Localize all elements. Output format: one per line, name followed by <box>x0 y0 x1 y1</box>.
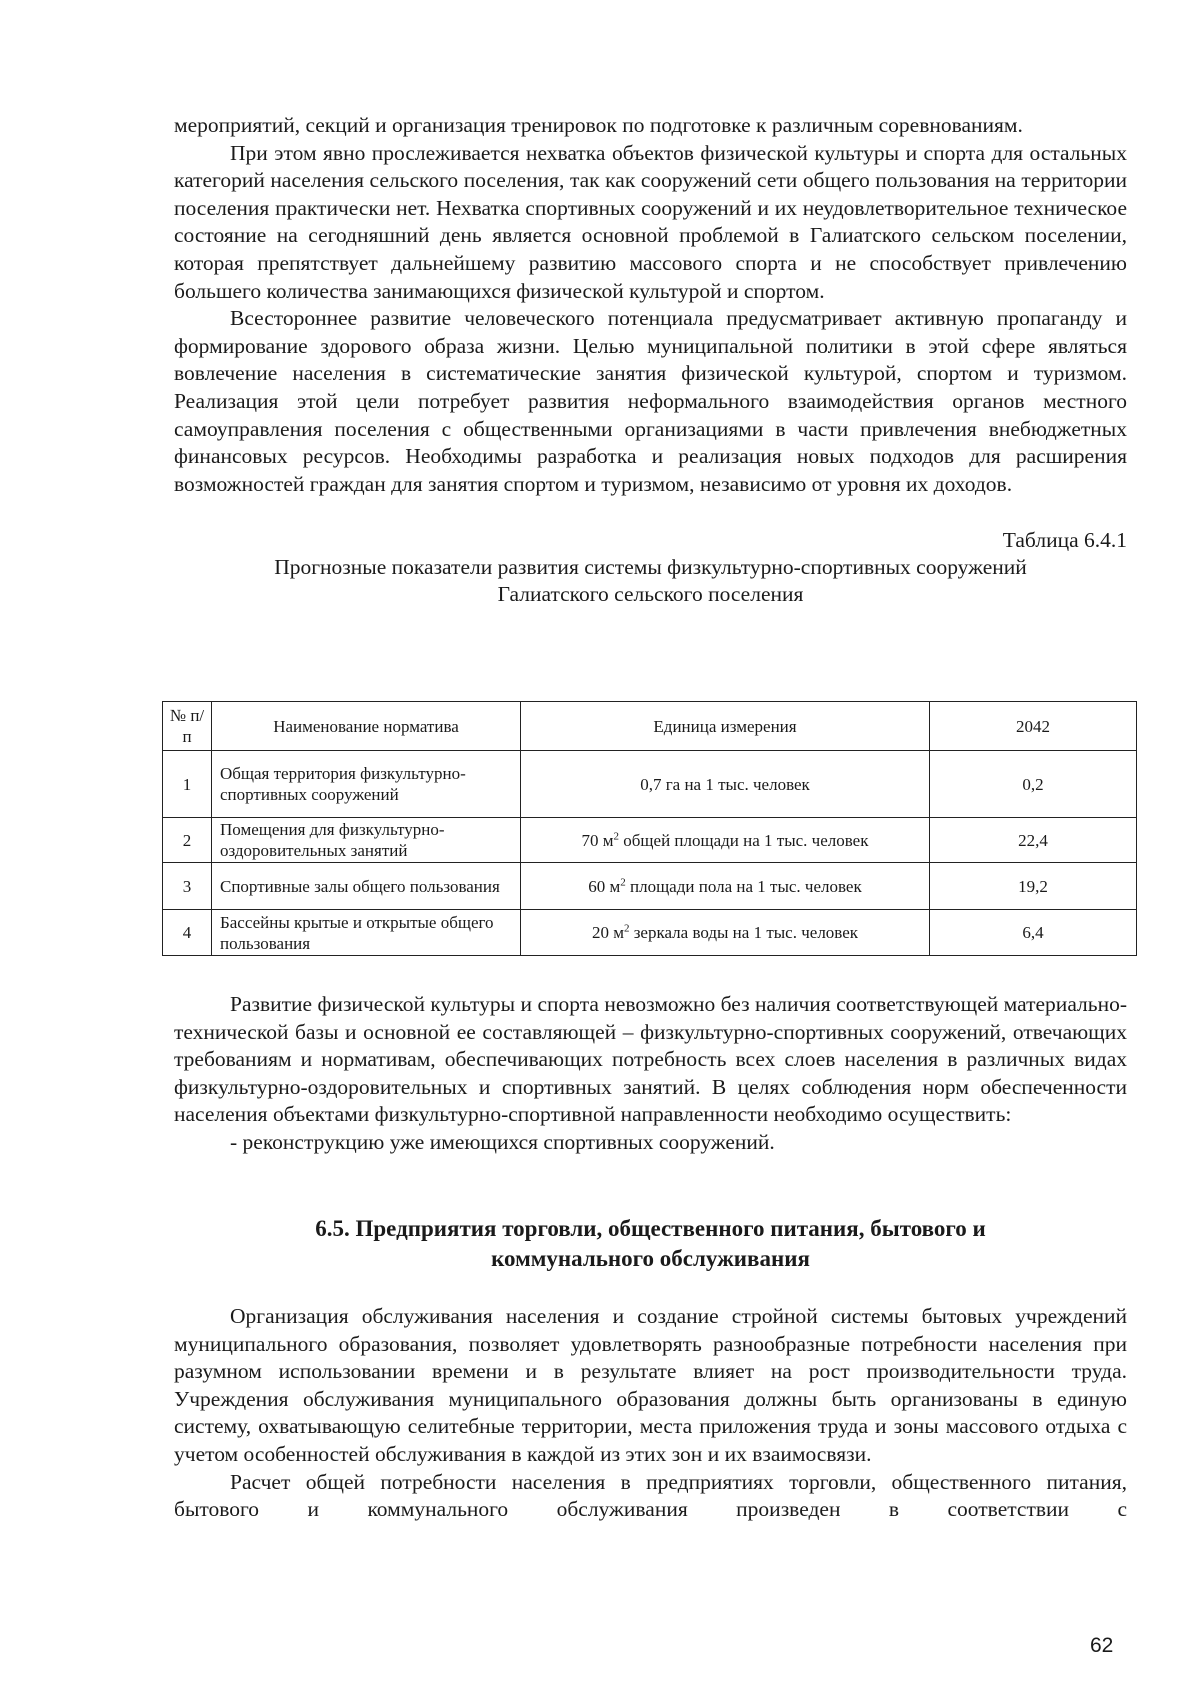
section-heading <box>174 1214 1127 1274</box>
paragraph-reconstruction: - реконструкцию уже имеющихся спортивных сооружений. <box>230 1129 775 1154</box>
table-header-row <box>163 702 1137 751</box>
section-body <box>174 1303 1127 1524</box>
paragraph-needs-calculation: Расчет общей потребности населения в предприятиях торговли, общественного питания, бытового и коммунального обслуживания произведен в соответствии с <box>174 1469 1127 1522</box>
row-name: Бассейны крытые и открытые общего пользования <box>212 910 521 956</box>
after-table-text <box>174 991 1127 1157</box>
row-num: 2 <box>163 818 212 863</box>
row-unit <box>521 818 930 863</box>
paragraph-human-potential: Всестороннее развитие человеческого потенциала предусматривает активную пропаганду и формирование здорового образа жизни. Целью муниципальной политики в этой сфере являться вовлечение населения в систематические занятия физической культурой, спортом и туризмом. Реализация этой цели потребует развития неформального взаимодействия органов местного самоуправления поселения с общественными организациями в части привлечения внебюджетных финансовых ресурсов. Необходимы разработка и реализация новых подходов для расширения возможностей граждан для занятия спортом и туризмом, независимо от уровня их доходов. <box>174 306 1127 496</box>
row-unit <box>521 863 930 910</box>
table-number: Таблица 6.4.1 <box>1002 528 1127 553</box>
paragraph-continuation: мероприятий, секций и организация тренировок по подготовке к различным соревнованиям. <box>174 113 1023 137</box>
row-name: Спортивные залы общего пользования <box>212 863 521 910</box>
row-name: Помещения для физкультурно-оздоровительных занятий <box>212 818 521 863</box>
unit-text: 0,7 га на 1 тыс. человек <box>640 774 810 794</box>
header-year: 2042 <box>930 702 1137 751</box>
row-name: Общая территория физкультурно-спортивных сооружений <box>212 751 521 818</box>
row-value: 22,4 <box>930 818 1137 863</box>
header-unit: Единица измерения <box>521 702 930 751</box>
row-value: 6,4 <box>930 910 1137 956</box>
table-row <box>163 910 1137 956</box>
unit-superscript: 2 <box>613 829 620 842</box>
table-row <box>163 863 1137 910</box>
row-num: 3 <box>163 863 212 910</box>
table-row <box>163 751 1137 818</box>
row-value: 0,2 <box>930 751 1137 818</box>
section-heading-line2: коммунального обслуживания <box>491 1246 810 1271</box>
intro-text <box>174 112 1127 608</box>
table-title-line2: Галиатского сельского поселения <box>497 582 804 607</box>
unit-text: 70 м <box>581 830 614 850</box>
row-value: 19,2 <box>930 863 1137 910</box>
paragraph-material-base: Развитие физической культуры и спорта невозможно без наличия соответствующей материально-технической базы и основной ее составляющей – физкультурно-спортивных сооружений, отвечающих требованиям и нормативам, обеспечивающих потребность всех слоев населения в различных видах физкультурно-оздоровительных и спортивных занятий. В целях соблюдения норм обеспеченности населения объектами физкультурно-спортивной направленности необходимо осуществить: <box>174 992 1127 1127</box>
table-row <box>163 818 1137 863</box>
paragraph-sports-shortage: При этом явно прослеживается нехватка объектов физической культуры и спорта для остальных категорий населения сельского поселения, так как сооружений сети общего пользования на территории поселения практически нет. Нехватка спортивных сооружений и их неудовлетворительное техническое состояние на сегодняшний день является основной проблемой в Галиатского сельском поселении, которая препятствует дальнейшему развитию массового спорта и не способствует привлечению большего количества занимающихся физической культурой и спортом. <box>174 140 1127 303</box>
unit-superscript: 2 <box>623 922 630 935</box>
page-number: 62 <box>1090 1634 1114 1657</box>
header-num: № п/п <box>163 702 212 751</box>
table-title-line1: Прогнозные показатели развития системы физкультурно-спортивных сооружений <box>274 555 1027 580</box>
row-num: 4 <box>163 910 212 956</box>
row-unit <box>521 751 930 818</box>
paragraph-service-organization: Организация обслуживания населения и создание стройной системы бытовых учреждений муниципального образования, позволяет удовлетворять разнообразные потребности населения при разумном использовании времени и в результате влияет на рост производительности труда. Учреждения обслуживания муниципального образования должны быть организованы в единую систему, охватывающую селитебные территории, места приложения труда и зоны массового отдыха с учетом особенностей обслуживания в каждой из этих зон и их взаимосвязи. <box>174 1304 1127 1466</box>
section-heading-line1: 6.5. Предприятия торговли, общественного питания, бытового и <box>315 1216 986 1241</box>
unit-text-rest: площади пола на 1 тыс. человек <box>625 876 862 896</box>
unit-text: 60 м <box>588 876 621 896</box>
row-unit <box>521 910 930 956</box>
unit-superscript: 2 <box>620 875 626 888</box>
sports-facilities-table <box>162 701 1137 956</box>
row-num: 1 <box>163 751 212 818</box>
unit-text: 20 м <box>591 923 624 942</box>
unit-text-rest: зеркала воды на 1 тыс. человек <box>629 923 859 942</box>
unit-text-rest: общей площади на 1 тыс. человек <box>619 830 869 850</box>
header-name: Наименование норматива <box>212 702 521 751</box>
